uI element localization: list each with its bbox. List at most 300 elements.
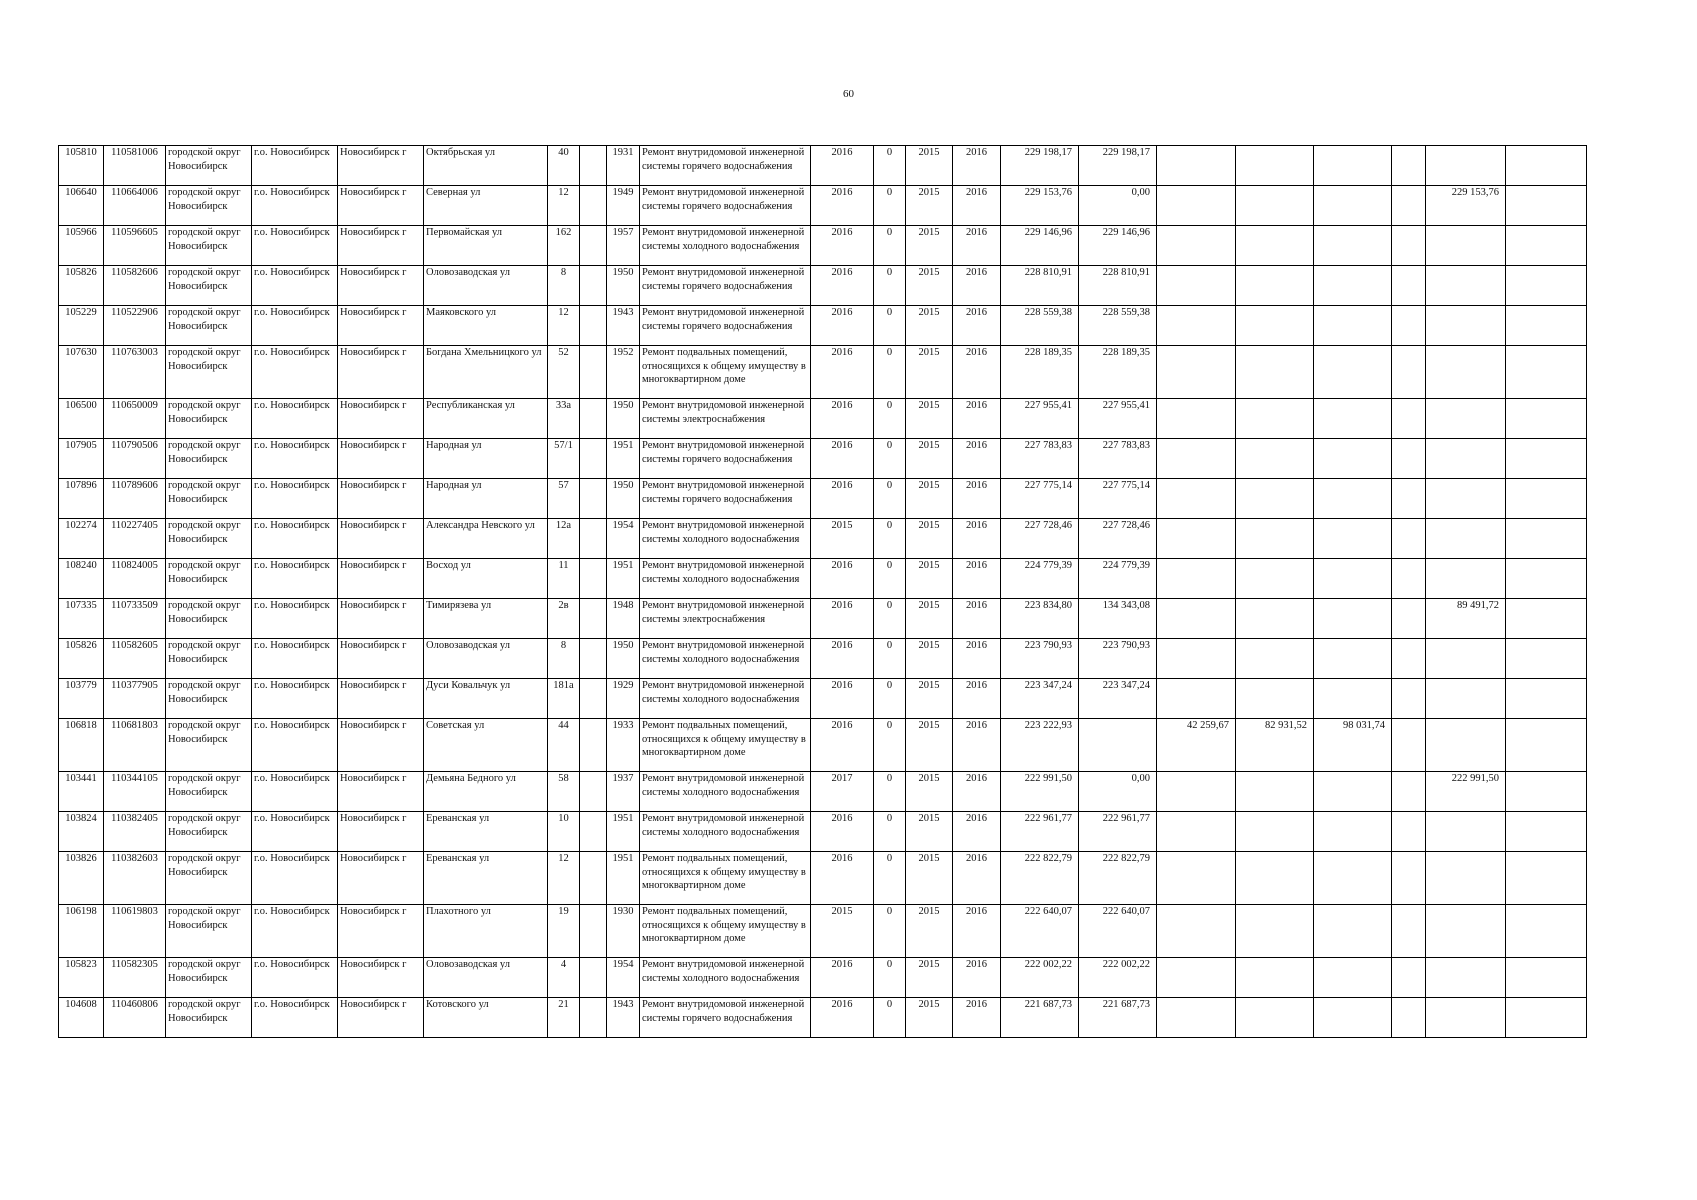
cell-cost-e xyxy=(1426,439,1506,479)
cell-end-year: 2016 xyxy=(953,346,1001,399)
cell-cost-f xyxy=(1506,559,1587,599)
cell-id: 106500 xyxy=(59,399,104,439)
table-row xyxy=(59,519,1587,559)
cell-building xyxy=(580,679,607,719)
cell-work-type: Ремонт внутридомовой инженерной системы холодного водоснабжения xyxy=(640,812,811,852)
cell-count: 0 xyxy=(874,146,906,186)
cell-id: 105826 xyxy=(59,639,104,679)
cell-cost-d xyxy=(1392,439,1426,479)
cell-municipality: г.о. Новосибирск xyxy=(252,186,338,226)
cell-code: 110522906 xyxy=(104,306,166,346)
cell-municipality: г.о. Новосибирск xyxy=(252,679,338,719)
cell-house: 11 xyxy=(548,559,580,599)
cell-cost-c: 98 031,74 xyxy=(1314,719,1392,772)
cell-year-built: 1950 xyxy=(607,639,640,679)
cell-cost-d xyxy=(1392,559,1426,599)
cell-count: 0 xyxy=(874,519,906,559)
cell-start-year: 2015 xyxy=(906,599,953,639)
cell-house: 58 xyxy=(548,772,580,812)
cell-cost-a xyxy=(1157,519,1236,559)
cell-work-type: Ремонт внутридомовой инженерной системы холодного водоснабжения xyxy=(640,639,811,679)
cell-cost-b xyxy=(1236,958,1314,998)
cell-code: 110790506 xyxy=(104,439,166,479)
cell-total-cost: 228 559,38 xyxy=(1001,306,1079,346)
cell-start-year: 2015 xyxy=(906,559,953,599)
cell-start-year: 2015 xyxy=(906,186,953,226)
cell-cost-a: 42 259,67 xyxy=(1157,719,1236,772)
cell-house: 12а xyxy=(548,519,580,559)
table-row xyxy=(59,559,1587,599)
cell-count: 0 xyxy=(874,679,906,719)
cell-id: 103441 xyxy=(59,772,104,812)
cell-plan-year: 2016 xyxy=(811,719,874,772)
cell-building xyxy=(580,639,607,679)
cell-cost-a xyxy=(1157,346,1236,399)
cell-year-built: 1950 xyxy=(607,266,640,306)
cell-fund-cost: 222 002,22 xyxy=(1079,958,1157,998)
cell-fund-cost: 229 146,96 xyxy=(1079,226,1157,266)
cell-year-built: 1929 xyxy=(607,679,640,719)
cell-cost-c xyxy=(1314,772,1392,812)
cell-work-type: Ремонт внутридомовой инженерной системы горячего водоснабжения xyxy=(640,479,811,519)
cell-count: 0 xyxy=(874,719,906,772)
cell-end-year: 2016 xyxy=(953,519,1001,559)
cell-total-cost: 223 347,24 xyxy=(1001,679,1079,719)
cell-district: городской округ Новосибирск xyxy=(166,958,252,998)
cell-cost-b xyxy=(1236,346,1314,399)
table-row xyxy=(59,679,1587,719)
cell-count: 0 xyxy=(874,226,906,266)
cell-cost-a xyxy=(1157,186,1236,226)
cell-start-year: 2015 xyxy=(906,346,953,399)
cell-city: Новосибирск г xyxy=(338,306,424,346)
cell-code: 110344105 xyxy=(104,772,166,812)
cell-district: городской округ Новосибирск xyxy=(166,852,252,905)
cell-cost-d xyxy=(1392,905,1426,958)
cell-total-cost: 229 198,17 xyxy=(1001,146,1079,186)
cell-plan-year: 2016 xyxy=(811,599,874,639)
cell-cost-e xyxy=(1426,146,1506,186)
cell-total-cost: 223 834,80 xyxy=(1001,599,1079,639)
cell-code: 110581006 xyxy=(104,146,166,186)
cell-start-year: 2015 xyxy=(906,146,953,186)
cell-city: Новосибирск г xyxy=(338,958,424,998)
cell-fund-cost: 227 783,83 xyxy=(1079,439,1157,479)
cell-district: городской округ Новосибирск xyxy=(166,439,252,479)
cell-city: Новосибирск г xyxy=(338,679,424,719)
cell-district: городской округ Новосибирск xyxy=(166,599,252,639)
cell-total-cost: 223 222,93 xyxy=(1001,719,1079,772)
cell-plan-year: 2016 xyxy=(811,852,874,905)
cell-cost-b xyxy=(1236,559,1314,599)
cell-cost-e xyxy=(1426,399,1506,439)
cell-house: 21 xyxy=(548,998,580,1038)
cell-id: 103826 xyxy=(59,852,104,905)
cell-fund-cost: 0,00 xyxy=(1079,772,1157,812)
cell-code: 110619803 xyxy=(104,905,166,958)
cell-code: 110377905 xyxy=(104,679,166,719)
cell-id: 103824 xyxy=(59,812,104,852)
cell-cost-f xyxy=(1506,226,1587,266)
cell-code: 110582305 xyxy=(104,958,166,998)
cell-work-type: Ремонт внутридомовой инженерной системы горячего водоснабжения xyxy=(640,306,811,346)
cell-end-year: 2016 xyxy=(953,399,1001,439)
cell-cost-e xyxy=(1426,226,1506,266)
cell-total-cost: 224 779,39 xyxy=(1001,559,1079,599)
cell-end-year: 2016 xyxy=(953,306,1001,346)
cell-cost-f xyxy=(1506,958,1587,998)
cell-fund-cost: 222 640,07 xyxy=(1079,905,1157,958)
cell-building xyxy=(580,226,607,266)
cell-start-year: 2015 xyxy=(906,479,953,519)
cell-end-year: 2016 xyxy=(953,599,1001,639)
cell-year-built: 1951 xyxy=(607,812,640,852)
cell-cost-e xyxy=(1426,852,1506,905)
cell-cost-c xyxy=(1314,639,1392,679)
cell-year-built: 1930 xyxy=(607,905,640,958)
cell-municipality: г.о. Новосибирск xyxy=(252,719,338,772)
cell-city: Новосибирск г xyxy=(338,998,424,1038)
cell-cost-f xyxy=(1506,905,1587,958)
cell-fund-cost: 227 728,46 xyxy=(1079,519,1157,559)
cell-municipality: г.о. Новосибирск xyxy=(252,958,338,998)
cell-cost-e xyxy=(1426,679,1506,719)
cell-work-type: Ремонт внутридомовой инженерной системы горячего водоснабжения xyxy=(640,439,811,479)
cell-end-year: 2016 xyxy=(953,266,1001,306)
cell-street: Оловозаводская ул xyxy=(424,958,548,998)
cell-year-built: 1954 xyxy=(607,958,640,998)
cell-cost-c xyxy=(1314,998,1392,1038)
cell-cost-d xyxy=(1392,266,1426,306)
cell-plan-year: 2016 xyxy=(811,186,874,226)
cell-cost-c xyxy=(1314,346,1392,399)
cell-year-built: 1950 xyxy=(607,399,640,439)
cell-cost-f xyxy=(1506,599,1587,639)
cell-municipality: г.о. Новосибирск xyxy=(252,559,338,599)
cell-plan-year: 2016 xyxy=(811,146,874,186)
cell-city: Новосибирск г xyxy=(338,439,424,479)
cell-fund-cost: 222 961,77 xyxy=(1079,812,1157,852)
cell-cost-e xyxy=(1426,519,1506,559)
cell-cost-b: 82 931,52 xyxy=(1236,719,1314,772)
cell-work-type: Ремонт внутридомовой инженерной системы холодного водоснабжения xyxy=(640,519,811,559)
cell-city: Новосибирск г xyxy=(338,146,424,186)
cell-building xyxy=(580,998,607,1038)
cell-house: 8 xyxy=(548,639,580,679)
cell-plan-year: 2016 xyxy=(811,439,874,479)
cell-building xyxy=(580,306,607,346)
cell-building xyxy=(580,958,607,998)
cell-fund-cost xyxy=(1079,719,1157,772)
cell-code: 110382405 xyxy=(104,812,166,852)
cell-total-cost: 227 783,83 xyxy=(1001,439,1079,479)
cell-cost-c xyxy=(1314,439,1392,479)
cell-plan-year: 2016 xyxy=(811,679,874,719)
cell-cost-d xyxy=(1392,679,1426,719)
cell-cost-d xyxy=(1392,479,1426,519)
cell-cost-d xyxy=(1392,186,1426,226)
cell-end-year: 2016 xyxy=(953,905,1001,958)
cell-street: Оловозаводская ул xyxy=(424,266,548,306)
cell-plan-year: 2015 xyxy=(811,519,874,559)
cell-cost-e xyxy=(1426,998,1506,1038)
cell-end-year: 2016 xyxy=(953,958,1001,998)
cell-count: 0 xyxy=(874,439,906,479)
cell-start-year: 2015 xyxy=(906,639,953,679)
cell-cost-b xyxy=(1236,772,1314,812)
cell-total-cost: 222 991,50 xyxy=(1001,772,1079,812)
table-row xyxy=(59,599,1587,639)
cell-cost-b xyxy=(1236,266,1314,306)
cell-start-year: 2015 xyxy=(906,519,953,559)
cell-municipality: г.о. Новосибирск xyxy=(252,998,338,1038)
cell-fund-cost: 224 779,39 xyxy=(1079,559,1157,599)
cell-cost-d xyxy=(1392,852,1426,905)
cell-cost-f xyxy=(1506,266,1587,306)
cell-cost-d xyxy=(1392,772,1426,812)
cell-municipality: г.о. Новосибирск xyxy=(252,812,338,852)
cell-municipality: г.о. Новосибирск xyxy=(252,439,338,479)
cell-cost-c xyxy=(1314,958,1392,998)
cell-district: городской округ Новосибирск xyxy=(166,479,252,519)
cell-city: Новосибирск г xyxy=(338,599,424,639)
cell-id: 108240 xyxy=(59,559,104,599)
cell-city: Новосибирск г xyxy=(338,519,424,559)
cell-cost-b xyxy=(1236,812,1314,852)
cell-cost-b xyxy=(1236,226,1314,266)
cell-id: 105229 xyxy=(59,306,104,346)
cell-cost-a xyxy=(1157,998,1236,1038)
cell-plan-year: 2016 xyxy=(811,346,874,399)
cell-cost-d xyxy=(1392,998,1426,1038)
cell-fund-cost: 0,00 xyxy=(1079,186,1157,226)
cell-cost-e xyxy=(1426,719,1506,772)
cell-cost-e xyxy=(1426,905,1506,958)
cell-house: 12 xyxy=(548,186,580,226)
cell-cost-c xyxy=(1314,479,1392,519)
cell-house: 4 xyxy=(548,958,580,998)
cell-code: 110382603 xyxy=(104,852,166,905)
cell-plan-year: 2016 xyxy=(811,812,874,852)
table-row xyxy=(59,998,1587,1038)
cell-district: городской округ Новосибирск xyxy=(166,306,252,346)
cell-work-type: Ремонт подвальных помещений, относящихся к общему имуществу в многоквартирном доме xyxy=(640,852,811,905)
cell-cost-d xyxy=(1392,958,1426,998)
cell-total-cost: 223 790,93 xyxy=(1001,639,1079,679)
cell-start-year: 2015 xyxy=(906,306,953,346)
cell-id: 105823 xyxy=(59,958,104,998)
cell-cost-b xyxy=(1236,599,1314,639)
cell-plan-year: 2016 xyxy=(811,306,874,346)
cell-code: 110789606 xyxy=(104,479,166,519)
cell-cost-d xyxy=(1392,599,1426,639)
cell-work-type: Ремонт подвальных помещений, относящихся к общему имуществу в многоквартирном доме xyxy=(640,346,811,399)
cell-total-cost: 228 189,35 xyxy=(1001,346,1079,399)
cell-cost-b xyxy=(1236,399,1314,439)
cell-cost-f xyxy=(1506,186,1587,226)
cell-cost-e xyxy=(1426,346,1506,399)
cell-street: Республиканская ул xyxy=(424,399,548,439)
cell-year-built: 1957 xyxy=(607,226,640,266)
table-row xyxy=(59,146,1587,186)
cell-building xyxy=(580,519,607,559)
cell-building xyxy=(580,852,607,905)
cell-street: Тимирязева ул xyxy=(424,599,548,639)
cell-year-built: 1943 xyxy=(607,998,640,1038)
cell-street: Дуси Ковальчук ул xyxy=(424,679,548,719)
cell-cost-f xyxy=(1506,306,1587,346)
cell-plan-year: 2016 xyxy=(811,479,874,519)
cell-work-type: Ремонт подвальных помещений, относящихся к общему имуществу в многоквартирном доме xyxy=(640,719,811,772)
cell-cost-f xyxy=(1506,346,1587,399)
cell-count: 0 xyxy=(874,905,906,958)
cell-code: 110681803 xyxy=(104,719,166,772)
cell-year-built: 1931 xyxy=(607,146,640,186)
cell-year-built: 1950 xyxy=(607,479,640,519)
cell-building xyxy=(580,772,607,812)
cell-street: Александра Невского ул xyxy=(424,519,548,559)
cell-cost-c xyxy=(1314,519,1392,559)
cell-start-year: 2015 xyxy=(906,679,953,719)
cell-house: 10 xyxy=(548,812,580,852)
cell-building xyxy=(580,399,607,439)
cell-total-cost: 222 640,07 xyxy=(1001,905,1079,958)
cell-municipality: г.о. Новосибирск xyxy=(252,599,338,639)
cell-end-year: 2016 xyxy=(953,146,1001,186)
cell-street: Богдана Хмельницкого ул xyxy=(424,346,548,399)
cell-cost-b xyxy=(1236,306,1314,346)
cell-end-year: 2016 xyxy=(953,679,1001,719)
cell-city: Новосибирск г xyxy=(338,772,424,812)
cell-cost-f xyxy=(1506,679,1587,719)
cell-count: 0 xyxy=(874,306,906,346)
cell-start-year: 2015 xyxy=(906,266,953,306)
cell-cost-b xyxy=(1236,852,1314,905)
cell-plan-year: 2016 xyxy=(811,639,874,679)
cell-street: Восход ул xyxy=(424,559,548,599)
cell-start-year: 2015 xyxy=(906,439,953,479)
cell-cost-d xyxy=(1392,226,1426,266)
cell-id: 107630 xyxy=(59,346,104,399)
cell-cost-a xyxy=(1157,226,1236,266)
cell-work-type: Ремонт внутридомовой инженерной системы горячего водоснабжения xyxy=(640,146,811,186)
cell-cost-a xyxy=(1157,905,1236,958)
cell-cost-c xyxy=(1314,679,1392,719)
cell-cost-e: 89 491,72 xyxy=(1426,599,1506,639)
cell-cost-e xyxy=(1426,812,1506,852)
cell-total-cost: 228 810,91 xyxy=(1001,266,1079,306)
cell-code: 110824005 xyxy=(104,559,166,599)
cell-cost-e xyxy=(1426,266,1506,306)
cell-id: 105826 xyxy=(59,266,104,306)
cell-plan-year: 2016 xyxy=(811,958,874,998)
cell-district: городской округ Новосибирск xyxy=(166,399,252,439)
table-row xyxy=(59,346,1587,399)
cell-cost-a xyxy=(1157,439,1236,479)
cell-cost-f xyxy=(1506,719,1587,772)
cell-house: 57 xyxy=(548,479,580,519)
cell-cost-a xyxy=(1157,772,1236,812)
cell-end-year: 2016 xyxy=(953,772,1001,812)
cell-cost-d xyxy=(1392,812,1426,852)
cell-street: Ереванская ул xyxy=(424,852,548,905)
cell-cost-e xyxy=(1426,639,1506,679)
cell-cost-c xyxy=(1314,399,1392,439)
cell-fund-cost: 134 343,08 xyxy=(1079,599,1157,639)
cell-work-type: Ремонт внутридомовой инженерной системы горячего водоснабжения xyxy=(640,186,811,226)
cell-fund-cost: 229 198,17 xyxy=(1079,146,1157,186)
cell-end-year: 2016 xyxy=(953,186,1001,226)
cell-city: Новосибирск г xyxy=(338,479,424,519)
cell-end-year: 2016 xyxy=(953,226,1001,266)
cell-municipality: г.о. Новосибирск xyxy=(252,772,338,812)
cell-code: 110733509 xyxy=(104,599,166,639)
cell-cost-a xyxy=(1157,266,1236,306)
cell-start-year: 2015 xyxy=(906,812,953,852)
cell-house: 57/1 xyxy=(548,439,580,479)
cell-cost-f xyxy=(1506,146,1587,186)
table-row xyxy=(59,479,1587,519)
cell-city: Новосибирск г xyxy=(338,812,424,852)
table-row xyxy=(59,306,1587,346)
cell-cost-e: 229 153,76 xyxy=(1426,186,1506,226)
cell-street: Народная ул xyxy=(424,439,548,479)
cell-cost-e: 222 991,50 xyxy=(1426,772,1506,812)
cell-street: Советская ул xyxy=(424,719,548,772)
cell-district: городской округ Новосибирск xyxy=(166,998,252,1038)
cell-cost-f xyxy=(1506,998,1587,1038)
cell-year-built: 1951 xyxy=(607,852,640,905)
cell-year-built: 1952 xyxy=(607,346,640,399)
cell-city: Новосибирск г xyxy=(338,559,424,599)
cell-end-year: 2016 xyxy=(953,639,1001,679)
cell-district: городской округ Новосибирск xyxy=(166,266,252,306)
cell-city: Новосибирск г xyxy=(338,186,424,226)
cell-municipality: г.о. Новосибирск xyxy=(252,346,338,399)
table-row xyxy=(59,439,1587,479)
cell-year-built: 1949 xyxy=(607,186,640,226)
cell-city: Новосибирск г xyxy=(338,852,424,905)
cell-cost-f xyxy=(1506,439,1587,479)
cell-house: 12 xyxy=(548,852,580,905)
cell-street: Маяковского ул xyxy=(424,306,548,346)
cell-municipality: г.о. Новосибирск xyxy=(252,399,338,439)
cell-count: 0 xyxy=(874,346,906,399)
cell-cost-b xyxy=(1236,905,1314,958)
cell-house: 33а xyxy=(548,399,580,439)
cell-count: 0 xyxy=(874,479,906,519)
cell-count: 0 xyxy=(874,998,906,1038)
cell-city: Новосибирск г xyxy=(338,346,424,399)
cell-street: Северная ул xyxy=(424,186,548,226)
cell-cost-a xyxy=(1157,306,1236,346)
cell-work-type: Ремонт подвальных помещений, относящихся к общему имуществу в многоквартирном доме xyxy=(640,905,811,958)
cell-end-year: 2016 xyxy=(953,559,1001,599)
cell-house: 2в xyxy=(548,599,580,639)
cell-year-built: 1933 xyxy=(607,719,640,772)
cell-work-type: Ремонт внутридомовой инженерной системы холодного водоснабжения xyxy=(640,226,811,266)
cell-street: Октябрьская ул xyxy=(424,146,548,186)
cell-cost-a xyxy=(1157,599,1236,639)
cell-building xyxy=(580,479,607,519)
cell-district: городской округ Новосибирск xyxy=(166,812,252,852)
cell-cost-c xyxy=(1314,266,1392,306)
cell-end-year: 2016 xyxy=(953,812,1001,852)
cell-work-type: Ремонт внутридомовой инженерной системы холодного водоснабжения xyxy=(640,679,811,719)
cell-work-type: Ремонт внутридомовой инженерной системы электроснабжения xyxy=(640,599,811,639)
table-row xyxy=(59,399,1587,439)
cell-municipality: г.о. Новосибирск xyxy=(252,306,338,346)
